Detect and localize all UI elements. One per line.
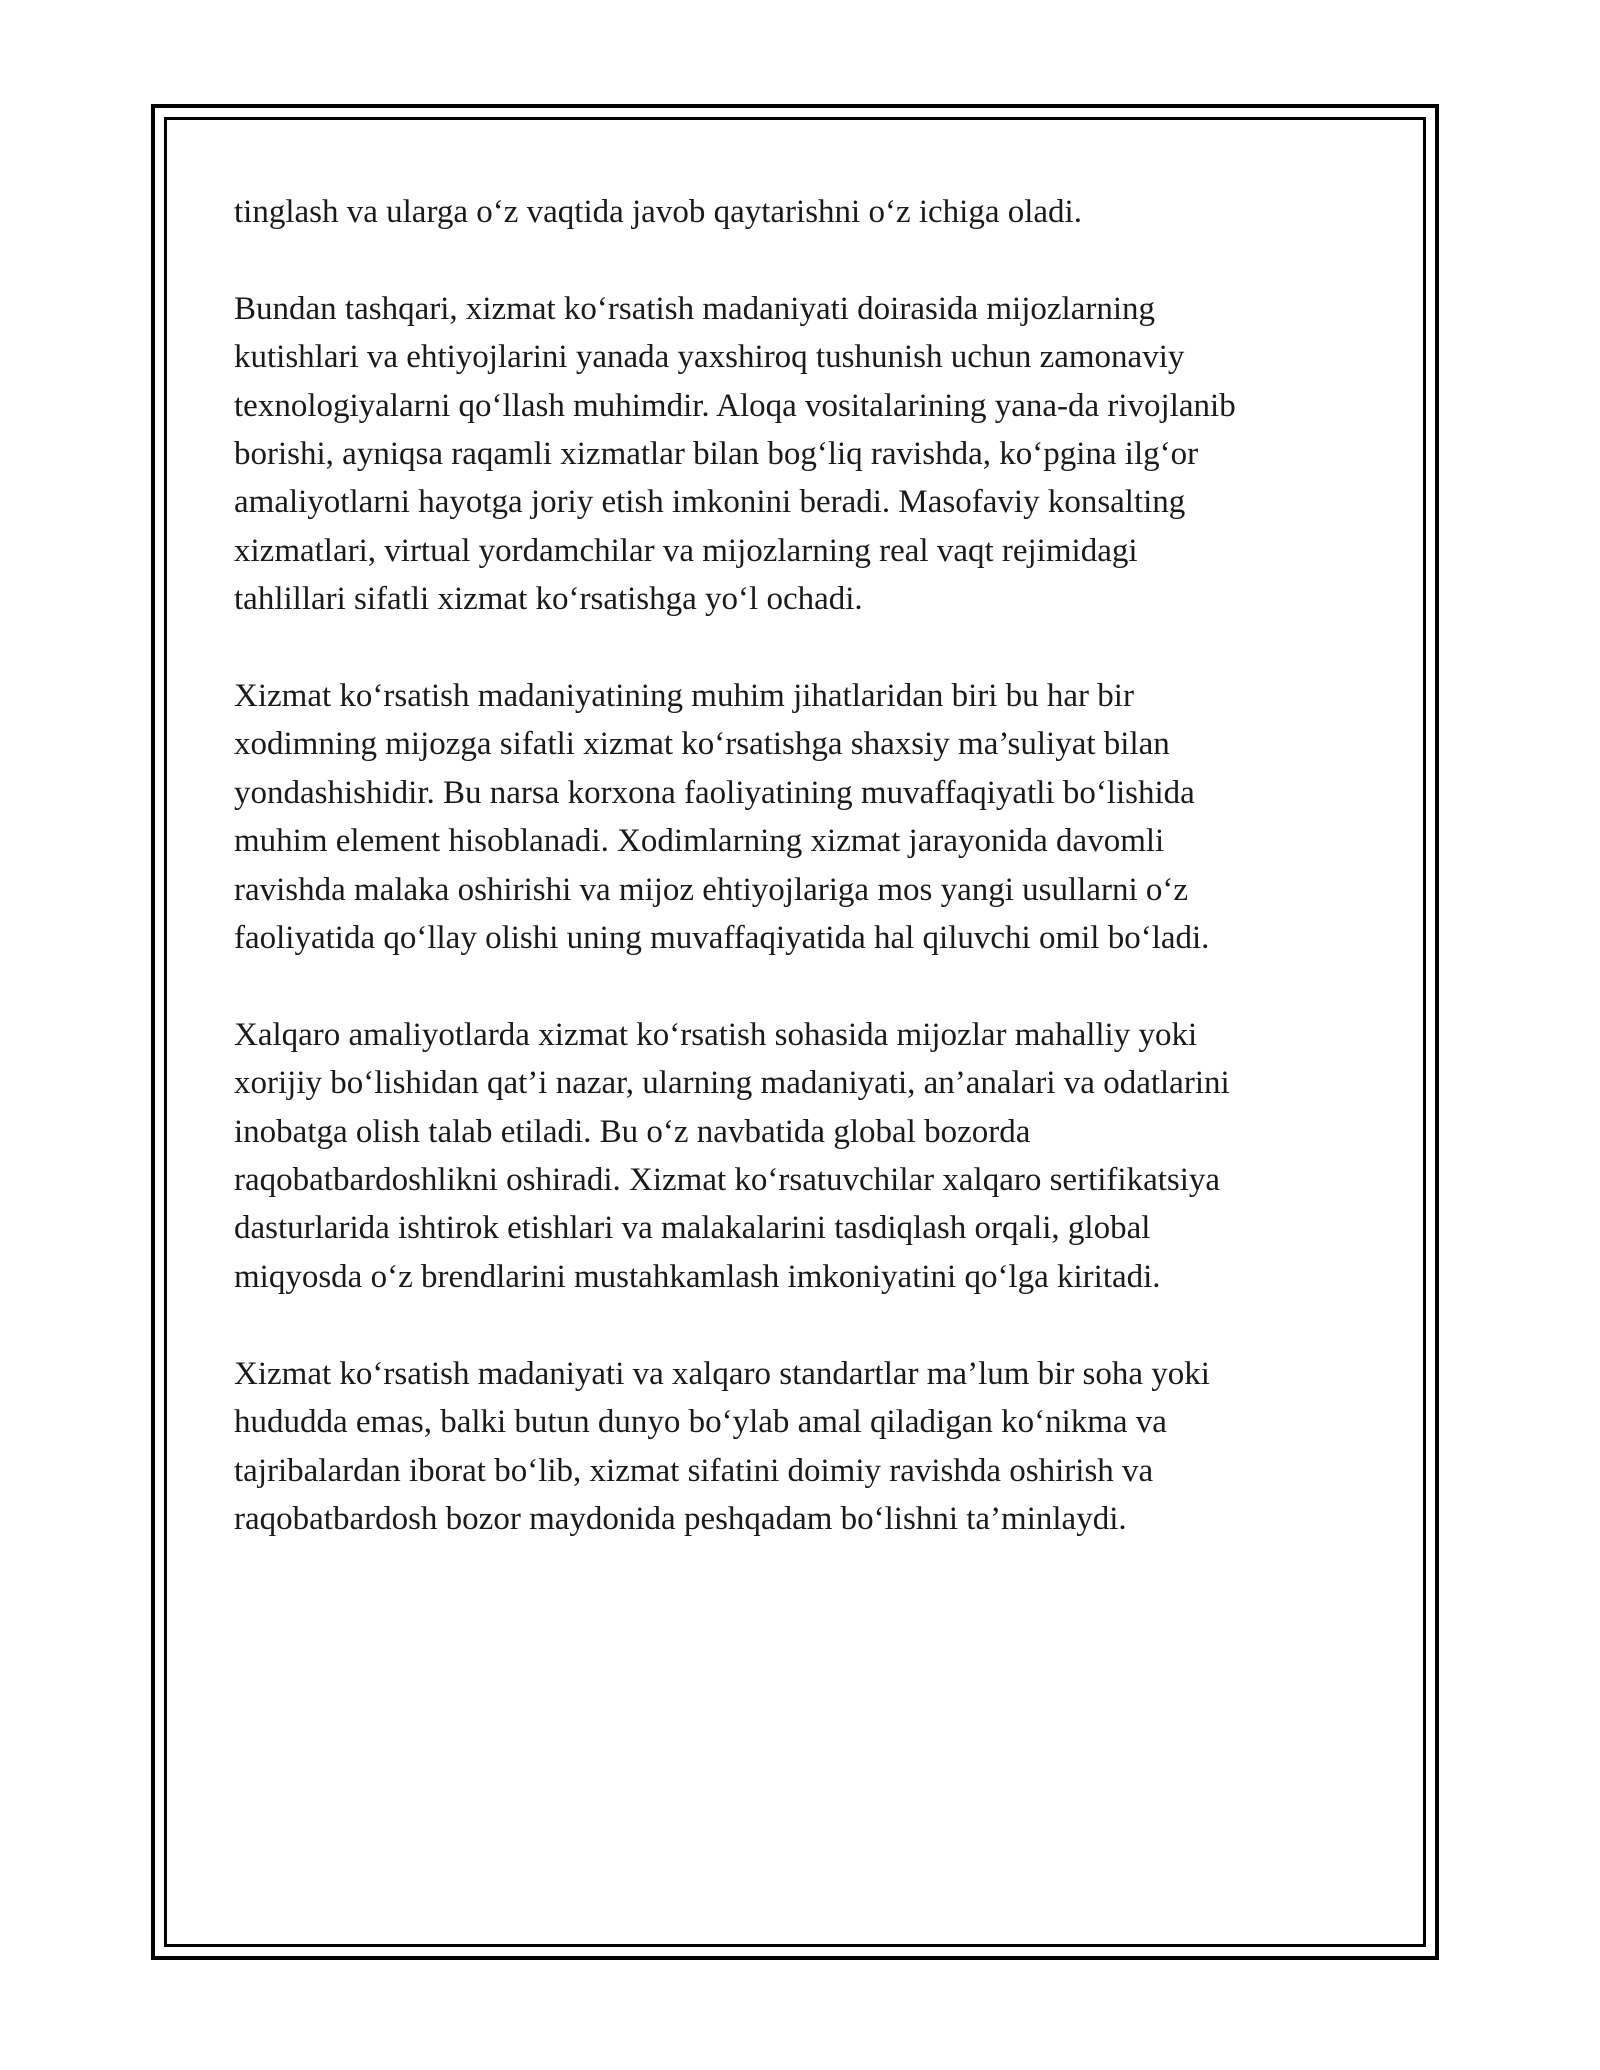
text-line: ravishda malaka oshirishi va mijoz ehtiyojlariga mos yangi usullarni o‘z [234,871,1189,908]
text-line: inobatga olish talab etiladi. Bu o‘z navbatida global bozorda [234,1113,1031,1150]
text-line: Xalqaro amaliyotlarda xizmat ko‘rsatish sohasida mijozlar mahalliy yoki [234,1016,1198,1053]
text-line: hududda emas, balki butun dunyo bo‘ylab amal qiladigan ko‘nikma va [234,1404,1167,1441]
text-line: yondashishidir. Bu narsa korxona faoliyatining muvaffaqiyatli bo‘lishida [234,774,1195,811]
paragraph-1 [234,188,1364,236]
paragraph-3 [234,672,1364,962]
text-line: dasturlarida ishtirok etishlari va malakalarini tasdiqlash orqali, global [234,1210,1151,1247]
paragraph-4 [234,1011,1364,1301]
text-line: tahlillari sifatli xizmat ko‘rsatishga yo‘l ochadi. [234,581,863,618]
text-line: tajribalardan iborat bo‘lib, xizmat sifatini doimiy ravishda oshirish va [234,1452,1154,1489]
text-line: muhim element hisoblanadi. Xodimlarning xizmat jarayonida davomli [234,823,1165,860]
text-line: borishi, ayniqsa raqamli xizmatlar bilan bog‘liq ravishda, ko‘pgina ilg‘or [234,436,1199,473]
text-line: xorijiy bo‘lishidan qat’i nazar, ularning madaniyati, an’analari va odatlarini [234,1065,1230,1102]
text-line: faoliyatida qo‘llay olishi uning muvaffaqiyatida hal qiluvchi omil bo‘ladi. [234,920,1210,957]
text-line: tinglash va ularga o‘z vaqtida javob qaytarishni o‘z ichiga oladi. [234,194,1082,230]
text-line: raqobatbardosh bozor maydonida peshqadam bo‘lishni ta’minlaydi. [234,1500,1127,1537]
text-line: amaliyotlarni hayotga joriy etish imkonini beradi. Masofaviy konsalting [234,484,1186,521]
text-line: Xizmat ko‘rsatish madaniyatining muhim jihatlaridan biri bu har bir [234,678,1134,715]
text-line: texnologiyalarni qo‘llash muhimdir. Aloqa vositalarining yana-da rivojlanib [234,387,1236,424]
text-line: xizmatlari, virtual yordamchilar va mijozlarning real vaqt rejimidagi [234,532,1138,569]
text-line: raqobatbardoshlikni oshiradi. Xizmat ko‘rsatuvchilar xalqaro sertifikatsiya [234,1162,1221,1199]
paragraph-5 [234,1350,1364,1544]
document-body [234,188,1364,1592]
text-line: miqyosda o‘z brendlarini mustahkamlash imkoniyatini qo‘lga kiritadi. [234,1258,1161,1295]
text-line: xodimning mijozga sifatli xizmat ko‘rsatishga shaxsiy ma’suliyat bilan [234,726,1170,763]
text-line: Xizmat ko‘rsatish madaniyati va xalqaro standartlar ma’lum bir soha yoki [234,1355,1210,1392]
text-line: kutishlari va ehtiyojlarini yanada yaxshiroq tushunish uchun zamonaviy [234,339,1185,376]
text-line: Bundan tashqari, xizmat ko‘rsatish madaniyati doirasida mijozlarning [234,290,1156,327]
paragraph-2 [234,285,1364,624]
